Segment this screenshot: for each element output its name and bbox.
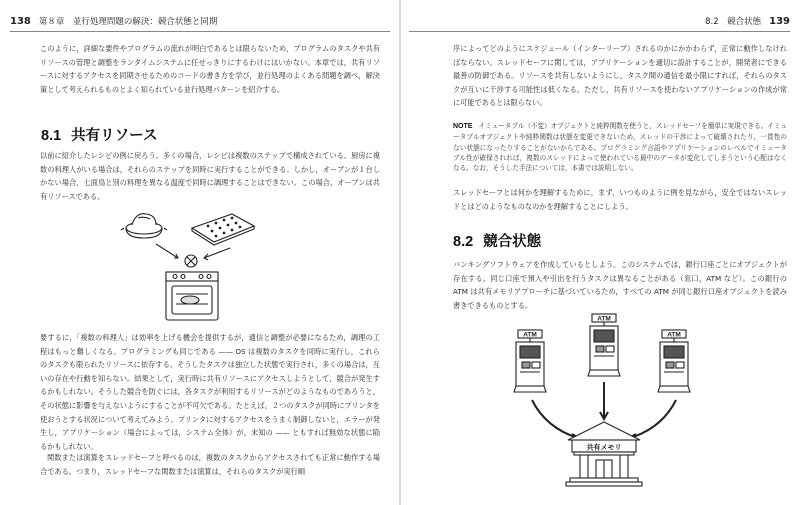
atm-left-icon xyxy=(514,330,546,392)
right-running-head: 8.2 競合状態 xyxy=(705,17,762,27)
left-header-rule xyxy=(10,31,390,32)
section-8-1-heading xyxy=(41,124,157,145)
right-page-number: 139 xyxy=(769,15,790,27)
bank-building-icon xyxy=(566,422,642,486)
arrow-from-right-atm xyxy=(630,400,676,438)
continuation-paragraph: 序によってどのようにスケジュール（インターリーブ）されるのかにかかわらず，正常に動作しなければならない。スレッドセーフに関しては，アプリケーションを適切に設計することが，開発者にできる最善の防御である。リソースを共有しないようにし，タスク間の通信を最小限にすれば，それらのタスクが互いに干渉する可能性は低くなる。ただし，共有リソースを使わないアプリケーションの作成が常に可能であるとは限らない。 xyxy=(453,44,787,108)
arrow-left xyxy=(156,244,178,258)
left-running-head: 第８章 並行処理問題の解決：競合状態と同期 xyxy=(38,17,218,27)
svg-text:共有メモリ: 共有メモリ xyxy=(586,443,622,452)
turkey-roaster-icon xyxy=(121,214,167,238)
note-text: イミュータブル（不変）オブジェクトと純粋関数を使うと，スレッドセーフを簡単に実現できる。イミュータブルオブジェクトや純粋関数は状態を変更できないため，スレッドの干渉によって破壊されたり，一貫性のない状態になったりすることがないからである。プログラミング言語やアプリケーションのレベルでイミュータブル性が確保されれば，複数のスレッドによって使われている最中のデータが変化してしまうという心配はなくなる。なお，そうした手法については，本書では説明しない。 xyxy=(453,122,787,173)
right-page-header xyxy=(705,14,790,28)
shared-resource-paragraph: 以前に紹介したレシピの例に戻ろう。多くの場合，レシピは複数のステップで構成されている。厨房に複数の料理人がいる場合は，それらのステップを同時に実行することができる。しかし，オーブンが１台しかない場合，七面鳥と別の料理を異なる温度で同時に調理することはできない。この場合，オーブンは共有リソースである。 xyxy=(40,151,380,201)
atm-right-icon xyxy=(658,330,690,392)
section-8-2-number: 8.2 xyxy=(453,234,474,250)
atm-bank-illustration xyxy=(506,310,726,500)
note-label: NOTE xyxy=(453,123,473,130)
section-8-2-heading xyxy=(453,230,541,251)
section-8-2-title: 競合状態 xyxy=(483,234,542,250)
after-note-paragraph: スレッドセーフとは何かを理解するために，まず，いつものように例を見ながら，安全ではないスレッドとはどのようなものなのかを理解することにしよう。 xyxy=(453,188,787,211)
discussion-paragraph: 要するに，「複数の料理人」は効率を上げる機会を提供するが，通信と調整が必要になるため，調理の工程はもっと難しくなる。プログラミングも同じである —— OS は複数のタスクを同時に実行し，これらのタスクも限られたリソースに依存する。そうしたタスクは独立した状態で実行され，多くの場合は，互いの存在や行動を知らない。結果として，実行時に共有リソースにアクセスしようとして，競合が発生するかもしれない。そうした競合を防ぐには，各タスクが利用するリソースがどのようなものであろうと，その状態に影響を与えないようにすることが不可欠である。たとえば，２つのタスクが同時にプリンタを使おうとする状況について考えてみよう。プリンタに対するアクセスをうまく制御しないと，エラーが発生し，アプリケーション（場合によっては，システム全体）が，未知の —— ともすれば無効な状態に陥るかもしれない。 xyxy=(40,333,380,451)
oven-illustration xyxy=(120,204,280,324)
arrow-right xyxy=(204,248,230,258)
svg-text:ATM: ATM xyxy=(523,331,537,339)
svg-text:ATM: ATM xyxy=(667,331,681,339)
note-box xyxy=(453,121,787,173)
oven-icon xyxy=(166,272,218,320)
svg-text:ATM: ATM xyxy=(597,315,611,323)
thread-safe-paragraph: 関数または演算をスレッドセーフと呼べるのは，複数のタスクからアクセスされても正常に動作する場合である。つまり，スレッドセーフな関数または演算は，それらのタスクが実行順 xyxy=(40,453,380,476)
race-condition-paragraph: バンキングソフトウェアを作成しているとしよう。このシステムでは，銀行口座ごとにオブジェクトが存在する。同じ口座で預入や引出を行うタスクは異なることがある（窓口，ATM など）。この銀行の ATM は共有メモリアプローチに基づいているため，すべての ATM が同じ銀行口座オブジェクトを読み書きできるものとする。 xyxy=(453,260,787,310)
left-page-number: 138 xyxy=(10,15,31,27)
right-header-rule xyxy=(409,31,790,32)
left-page xyxy=(0,0,399,505)
left-page-header xyxy=(10,14,217,28)
left-intro-paragraph: このように，詳細な要件やプログラムの流れが明白であるとは限らないため，プログラムのタスクや共有リソースの管理と調整をランタイムシステムに任せっきりにするわけにはいかない。本章では，共有リソースに対するアクセスを同期させるためのコードの書き方を学び，並行処理のよくある問題を調べ，解決策として考えられるものとよく知られている並行処理パターンを紹介する。 xyxy=(40,44,380,94)
blocked-icon xyxy=(185,255,197,267)
right-page xyxy=(401,0,800,505)
arrow-from-left-atm xyxy=(532,400,578,438)
baking-tray-icon xyxy=(192,214,254,245)
section-8-1-number: 8.1 xyxy=(41,128,62,144)
section-8-1-title: 共有リソース xyxy=(71,128,158,144)
atm-center-icon xyxy=(588,314,620,376)
